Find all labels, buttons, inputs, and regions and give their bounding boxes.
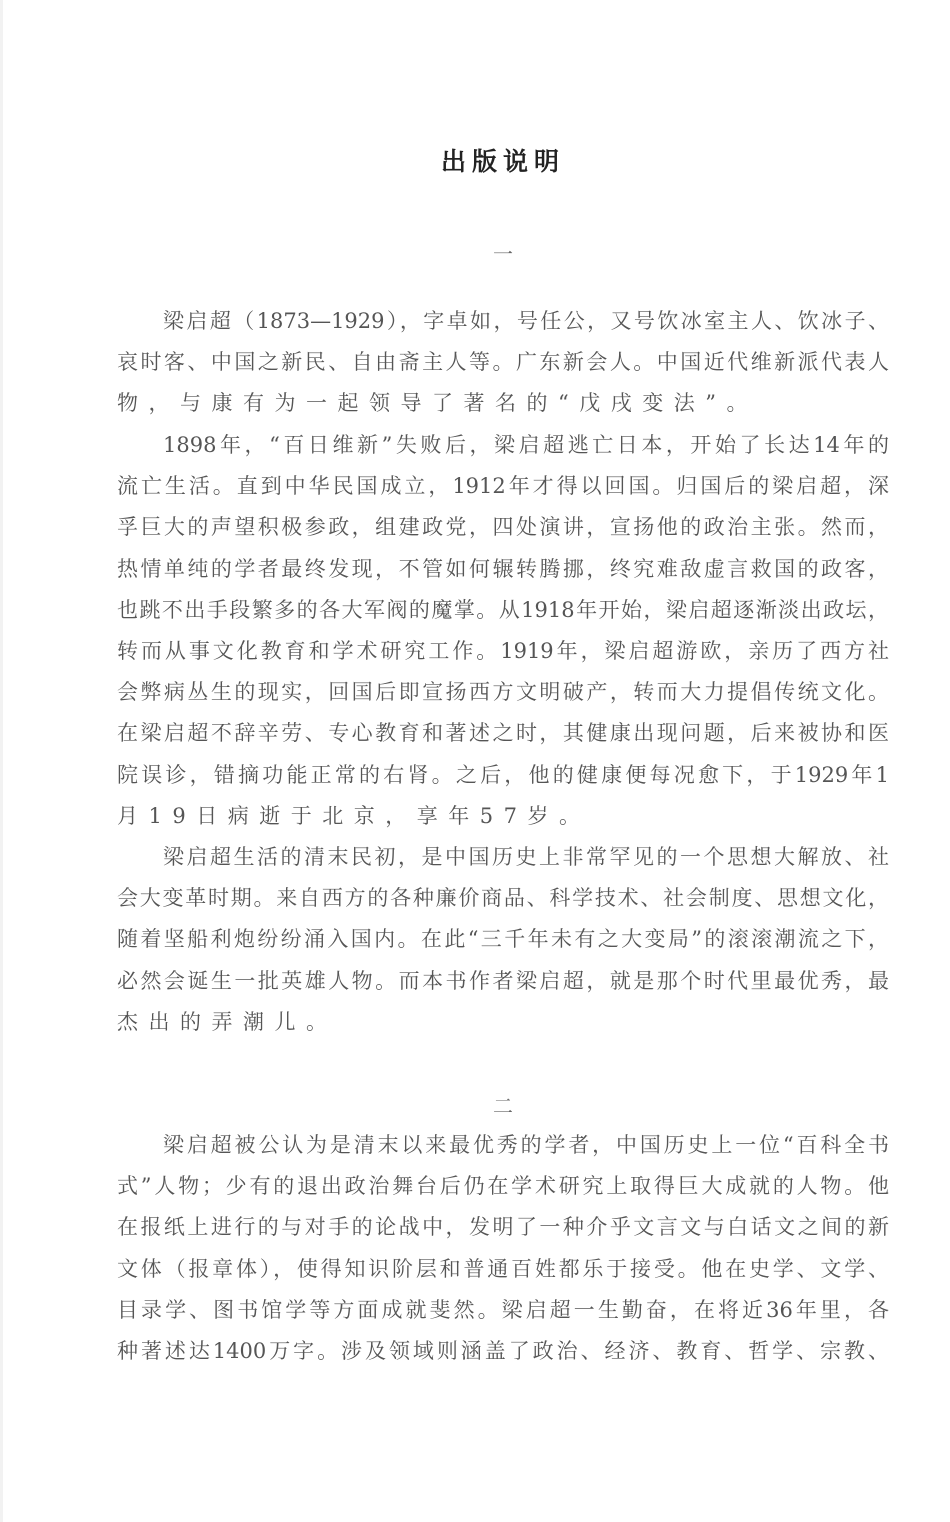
text-line: 院误诊，错摘功能正常的右肾。之后，他的健康便每况愈下，于1929年1 bbox=[117, 762, 889, 787]
text-line: 梁启超（1873—1929），字卓如，号任公，又号饮冰室主人、饮冰子、 bbox=[163, 309, 889, 333]
paragraph bbox=[117, 425, 889, 837]
section-marker-2: 二 bbox=[493, 1094, 513, 1118]
text-line: 在梁启超不辞辛劳、专心教育和著述之时，其健康出现问题，后来被协和医 bbox=[117, 721, 889, 746]
text-line: 必然会诞生一批英雄人物。而本书作者梁启超，就是那个时代里最优秀，最 bbox=[117, 968, 889, 993]
paragraph bbox=[117, 837, 889, 1043]
text-line: 流亡生活。直到中华民国成立，1912年才得以回国。归国后的梁启超，深 bbox=[117, 474, 889, 499]
text-line: 会大变革时期。来自西方的各种廉价商品、科学技术、社会制度、思想文化， bbox=[117, 886, 889, 911]
text-line: 物，与康有为一起领导了著名的“戊戌变法”。 bbox=[117, 391, 758, 416]
paragraph bbox=[117, 1125, 889, 1372]
text-line: 月19日病逝于北京，享年57岁。 bbox=[117, 803, 591, 828]
text-line: 哀时客、中国之新民、自由斋主人等。广东新会人。中国近代维新派代表人 bbox=[117, 350, 889, 375]
text-line: 随着坚船利炮纷纷涌入国内。在此“三千年未有之大变局”的滚滚潮流之下， bbox=[117, 927, 889, 952]
text-line: 式”人物；少有的退出政治舞台后仍在学术研究上取得巨大成就的人物。他 bbox=[117, 1174, 889, 1199]
text-line: 在报纸上进行的与对手的论战中，发明了一种介乎文言文与白话文之间的新 bbox=[117, 1215, 889, 1240]
text-line: 杰出的弄潮儿。 bbox=[117, 1009, 338, 1034]
scan-edge-shadow bbox=[0, 0, 3, 1522]
text-line: 梁启超生活的清末民初，是中国历史上非常罕见的一个思想大解放、社 bbox=[163, 845, 889, 869]
text-line: 转而从事文化教育和学术研究工作。1919年，梁启超游欧，亲历了西方社 bbox=[117, 638, 889, 663]
text-line: 孚巨大的声望积极参政，组建政党，四处演讲，宣扬他的政治主张。然而， bbox=[117, 515, 889, 540]
page-title: 出版说明 bbox=[440, 147, 565, 176]
text-line: 目录学、图书馆学等方面成就斐然。梁启超一生勤奋，在将近36年里，各 bbox=[117, 1297, 889, 1322]
paragraph bbox=[117, 301, 889, 425]
section-marker-1: 一 bbox=[493, 242, 513, 266]
text-line: 梁启超被公认为是清末以来最优秀的学者，中国历史上一位“百科全书 bbox=[163, 1133, 889, 1157]
text-line: 种著述达1400万字。涉及领域则涵盖了政治、经济、教育、哲学、宗教、 bbox=[117, 1338, 889, 1363]
text-line: 也跳不出手段繁多的各大军阀的魔掌。从1918年开始，梁启超逐渐淡出政坛， bbox=[117, 597, 889, 622]
text-line: 1898年，“百日维新”失败后，梁启超逃亡日本，开始了长达14年的 bbox=[163, 433, 889, 457]
text-line: 热情单纯的学者最终发现，不管如何辗转腾挪，终究难敌虚言救国的政客， bbox=[117, 556, 889, 581]
text-line: 会弊病丛生的现实，回国后即宣扬西方文明破产，转而大力提倡传统文化。 bbox=[117, 680, 889, 705]
text-line: 文体（报章体），使得知识阶层和普通百姓都乐于接受。他在史学、文学、 bbox=[117, 1256, 889, 1281]
